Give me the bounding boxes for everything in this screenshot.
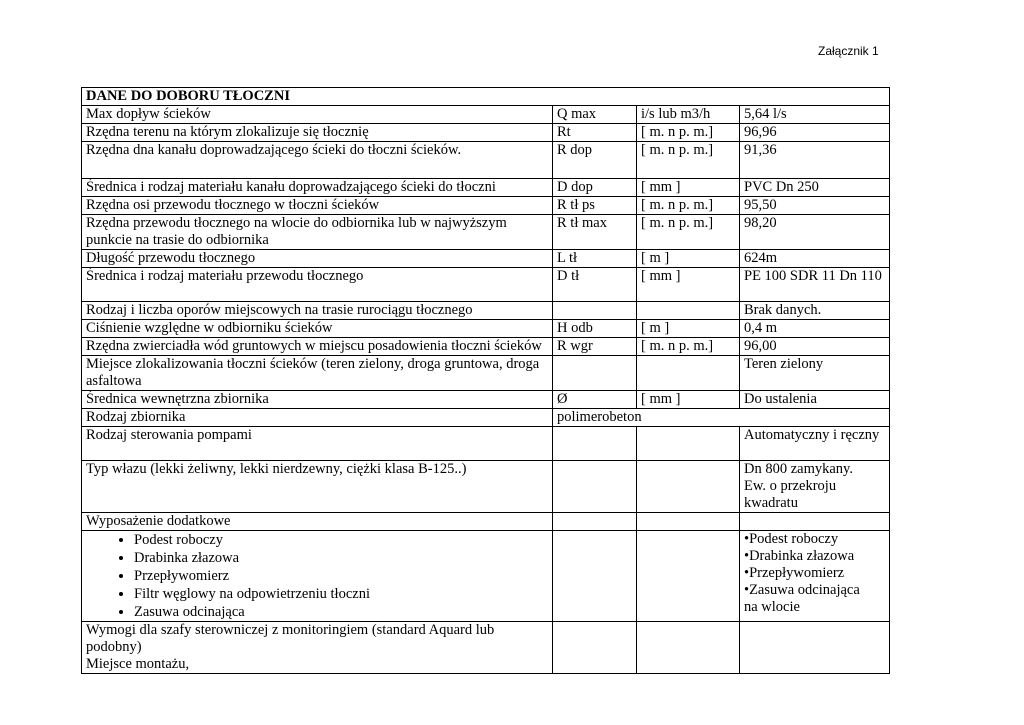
table-row <box>82 106 890 124</box>
row-value: 91,36 <box>740 142 890 179</box>
row-value: Teren zielony <box>740 356 890 391</box>
row-label: Średnica i rodzaj materiału kanału doprowadzającego ścieki do tłoczni <box>82 179 553 197</box>
cabinet-label <box>82 622 553 674</box>
row-symbol: R tł ps <box>553 197 637 215</box>
row-unit: [ mm ] <box>637 391 740 409</box>
equipment-heading-row <box>82 513 890 531</box>
row-label: Rodzaj i liczba oporów miejscowych na trasie rurociągu tłocznego <box>82 302 553 320</box>
list-item: • Zasuwa odcinająca <box>134 603 548 621</box>
row-unit <box>637 302 740 320</box>
row-symbol: R wgr <box>553 338 637 356</box>
row-value: 624m <box>740 250 890 268</box>
row-symbol <box>553 356 637 391</box>
row-label: Długość przewodu tłocznego <box>82 250 553 268</box>
row-value: PVC Dn 250 <box>740 179 890 197</box>
row-value: 96,96 <box>740 124 890 142</box>
control-value: Automatyczny i ręczny <box>740 427 890 461</box>
row-symbol: H odb <box>553 320 637 338</box>
row-label: Miejsce zlokalizowania tłoczni ścieków (teren zielony, droga gruntowa, droga asfaltowa <box>82 356 553 391</box>
row-unit: [ m. n p. m.] <box>637 338 740 356</box>
cabinet-row <box>82 622 890 674</box>
row-symbol: D tł <box>553 268 637 302</box>
row-symbol: Q max <box>553 106 637 124</box>
list-item: • Podest roboczy <box>134 531 548 549</box>
row-value: Brak danych. <box>740 302 890 320</box>
attachment-label: Załącznik 1 <box>818 44 879 58</box>
manhole-value-line: kwadratu <box>744 495 798 511</box>
list-item: • Filtr węglowy na odpowietrzeniu tłoczni <box>134 585 548 603</box>
table-row <box>82 250 890 268</box>
list-item: • Drabinka złazowa <box>134 549 548 567</box>
equipment-list-row <box>82 531 890 622</box>
empty-cell <box>740 513 890 531</box>
list-item: • Przepływomierz <box>134 567 548 585</box>
control-label: Rodzaj sterowania pompami <box>82 427 553 461</box>
table-row <box>82 268 890 302</box>
empty-cell <box>637 531 740 622</box>
control-row <box>82 427 890 461</box>
manhole-value-line: Dn 800 zamykany. <box>744 461 853 477</box>
row-label: Ciśnienie względne w odbiorniku ścieków <box>82 320 553 338</box>
equipment-value-line: •Drabinka złazowa <box>744 548 855 564</box>
row-value: Do ustalenia <box>740 391 890 409</box>
row-unit: [ m ] <box>637 250 740 268</box>
row-label: Średnica i rodzaj materiału przewodu tłocznego <box>82 268 553 302</box>
row-value: 96,00 <box>740 338 890 356</box>
table-row <box>82 179 890 197</box>
row-unit: [ mm ] <box>637 179 740 197</box>
row-unit: [ m ] <box>637 320 740 338</box>
cabinet-label-line: Wymogi dla szafy sterowniczej z monitoringiem (standard Aquard lub podobny) <box>86 622 495 655</box>
table-row <box>82 391 890 409</box>
row-symbol: D dop <box>553 179 637 197</box>
manhole-row <box>82 461 890 513</box>
manhole-value-line: Ew. o przekroju <box>744 478 837 494</box>
equipment-value-line: na wlocie <box>744 599 800 615</box>
tank-type-label: Rodzaj zbiornika <box>82 409 553 427</box>
table-row <box>82 356 890 391</box>
table-row <box>82 338 890 356</box>
empty-cell <box>553 427 637 461</box>
table-title-row <box>82 88 890 106</box>
cabinet-label-line: Miejsce montażu, <box>86 656 190 672</box>
row-label: Rzędna dna kanału doprowadzającego ścieki do tłoczni ścieków. <box>82 142 553 179</box>
empty-cell <box>637 461 740 513</box>
row-value: 5,64 l/s <box>740 106 890 124</box>
empty-cell <box>553 531 637 622</box>
equipment-heading: Wyposażenie dodatkowe <box>82 513 553 531</box>
table-row <box>82 124 890 142</box>
tank-type-row <box>82 409 890 427</box>
empty-cell <box>637 622 740 674</box>
manhole-label: Typ włazu (lekki żeliwny, lekki nierdzewny, ciężki klasa B-125..) <box>82 461 553 513</box>
row-label: Średnica wewnętrzna zbiornika <box>82 391 553 409</box>
table-row <box>82 142 890 179</box>
table-row <box>82 320 890 338</box>
row-unit: [ m. n p. m.] <box>637 197 740 215</box>
row-unit: [ mm ] <box>637 268 740 302</box>
row-symbol: L tł <box>553 250 637 268</box>
row-unit: [ m. n p. m.] <box>637 142 740 179</box>
empty-cell <box>637 513 740 531</box>
equipment-value-line: •Zasuwa odcinająca <box>744 582 860 598</box>
row-label: Rzędna zwierciadła wód gruntowych w miejscu posadowienia tłoczni ścieków <box>82 338 553 356</box>
row-label: Rzędna terenu na którym zlokalizuje się tłocznię <box>82 124 553 142</box>
equipment-list-cell <box>82 531 553 622</box>
empty-cell <box>553 622 637 674</box>
row-symbol: R tł max <box>553 215 637 250</box>
row-label: Max dopływ ścieków <box>82 106 553 124</box>
row-label: Rzędna osi przewodu tłocznego w tłoczni ścieków <box>82 197 553 215</box>
equipment-value <box>740 531 890 622</box>
row-unit: [ m. n p. m.] <box>637 215 740 250</box>
table-row <box>82 302 890 320</box>
row-value: 95,50 <box>740 197 890 215</box>
empty-cell <box>637 427 740 461</box>
table-row <box>82 215 890 250</box>
row-value: 98,20 <box>740 215 890 250</box>
equipment-value-line: •Podest roboczy <box>744 531 839 547</box>
equipment-value-line: •Przepływomierz <box>744 565 845 581</box>
row-symbol <box>553 302 637 320</box>
row-unit <box>637 356 740 391</box>
table-title: DANE DO DOBORU TŁOCZNI <box>82 88 890 106</box>
row-symbol: Ø <box>553 391 637 409</box>
table-row <box>82 197 890 215</box>
empty-cell <box>553 461 637 513</box>
row-unit: i/s lub m3/h <box>637 106 740 124</box>
empty-cell <box>740 622 890 674</box>
pump-station-data-table <box>81 87 890 674</box>
manhole-value <box>740 461 890 513</box>
equipment-list <box>86 531 548 621</box>
tank-type-value: polimerobeton <box>553 409 890 427</box>
empty-cell <box>553 513 637 531</box>
row-unit: [ m. n p. m.] <box>637 124 740 142</box>
row-value: 0,4 m <box>740 320 890 338</box>
row-symbol: Rt <box>553 124 637 142</box>
row-label: Rzędna przewodu tłocznego na wlocie do odbiornika lub w najwyższym punkcie na trasie do odbiornika <box>82 215 553 250</box>
row-value: PE 100 SDR 11 Dn 110 <box>740 268 890 302</box>
row-symbol: R dop <box>553 142 637 179</box>
